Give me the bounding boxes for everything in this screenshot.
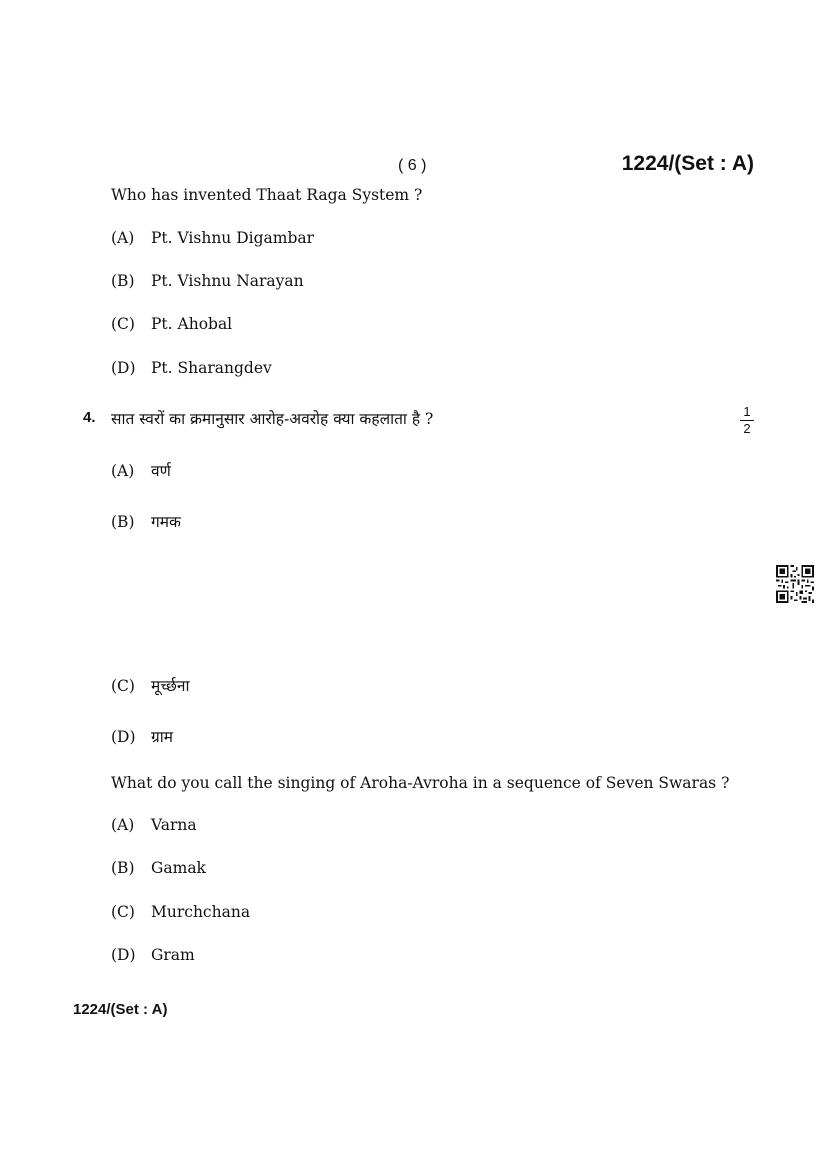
option-letter: (C) <box>111 677 135 695</box>
q3-option-b <box>111 272 304 290</box>
option-text: Gamak <box>151 859 206 877</box>
option-letter: (B) <box>111 859 135 877</box>
option-text: Murchchana <box>151 903 251 921</box>
q4-option-d <box>111 946 195 964</box>
option-text: Pt. Vishnu Narayan <box>151 272 304 290</box>
option-letter: (D) <box>111 728 136 746</box>
option-text: मूर्च्छना <box>151 677 190 695</box>
option-letter: (A) <box>111 462 135 480</box>
option-text: Pt. Vishnu Digambar <box>151 229 315 247</box>
question-4-english: What do you call the singing of Aroha-Avroha in a sequence of Seven Swaras ? <box>111 774 730 792</box>
option-letter: (A) <box>111 816 135 834</box>
q4-hindi-option-d <box>111 725 173 747</box>
option-letter: (C) <box>111 315 135 333</box>
question-4-hindi: सात स्वरों का क्रमानुसार आरोह-अवरोह क्या कहलाता है ? <box>111 410 434 428</box>
option-letter: (D) <box>111 946 136 964</box>
marks-numerator: 1 <box>743 404 751 419</box>
q3-option-d <box>111 359 272 377</box>
option-letter: (B) <box>111 272 135 290</box>
option-letter: (D) <box>111 359 136 377</box>
question-4-number: 4. <box>83 409 96 426</box>
option-text: Pt. Sharangdev <box>151 359 272 377</box>
marks-fraction <box>740 405 754 436</box>
option-letter: (C) <box>111 903 135 921</box>
question-3-english: Who has invented Thaat Raga System ? <box>111 186 423 204</box>
option-letter: (B) <box>111 513 135 531</box>
q3-option-c <box>111 315 232 333</box>
q4-option-c <box>111 903 250 921</box>
option-text: वर्ण <box>151 462 171 480</box>
option-text: Varna <box>151 816 197 834</box>
q4-hindi-option-c <box>111 674 189 696</box>
option-text: Gram <box>151 946 195 964</box>
q3-option-a <box>111 229 314 247</box>
q4-option-b <box>111 859 206 877</box>
page-number: ( 6 ) <box>398 157 427 174</box>
qr-code-icon <box>776 565 814 603</box>
q4-hindi-option-b <box>111 510 181 532</box>
paper-code-header: 1224/(Set : A) <box>621 152 754 175</box>
option-text: Pt. Ahobal <box>151 315 233 333</box>
q4-option-a <box>111 816 197 834</box>
option-letter: (A) <box>111 229 135 247</box>
marks-denominator: 2 <box>743 421 751 436</box>
q4-hindi-option-a <box>111 459 171 481</box>
paper-code-footer: 1224/(Set : A) <box>73 1001 168 1018</box>
option-text: ग्राम <box>151 728 174 746</box>
option-text: गमक <box>151 513 181 531</box>
